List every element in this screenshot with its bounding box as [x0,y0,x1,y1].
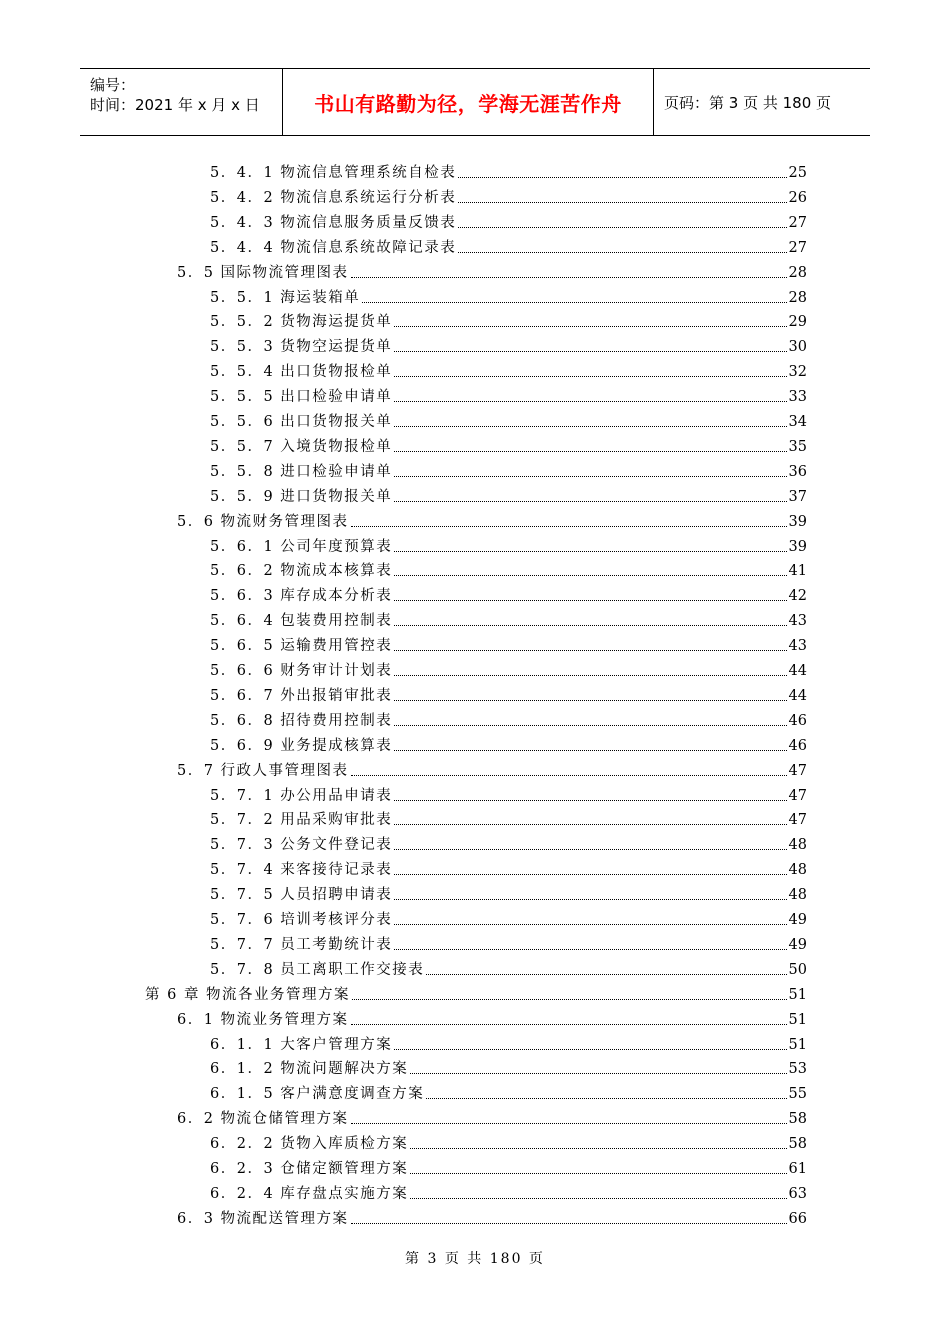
toc-dot-leader [394,725,786,726]
toc-entry-title: 6．2．4 库存盘点实施方案 [210,1185,409,1202]
toc-entry[interactable] [210,607,807,631]
toc-dot-leader [458,227,786,228]
toc-dot-leader [394,551,786,552]
toc-entry-title: 5．6．6 财务审计计划表 [210,663,393,679]
toc-entry-page: 26 [788,189,807,206]
toc-entry[interactable] [210,433,807,457]
toc-entry[interactable] [210,1130,807,1154]
toc-dot-leader [394,625,786,626]
toc-entry-title: 5．5．4 出口货物报检单 [210,364,393,381]
toc-entry[interactable] [210,209,807,233]
toc-entry-title: 5．7．1 办公用品申请表 [210,787,393,804]
toc-entry-title: 5．6．5 运输费用管控表 [210,638,393,655]
toc-dot-leader [351,277,787,278]
toc-entry-title: 5．4．3 物流信息服务质量反馈表 [210,214,457,231]
toc-entry[interactable] [177,1006,807,1030]
toc-entry-title: 5．7．7 员工考勤统计表 [210,936,393,953]
toc-entry-page: 51 [788,1011,807,1028]
toc-entry[interactable] [210,483,807,507]
toc-entry[interactable] [210,1155,807,1179]
toc-dot-leader [351,1024,787,1025]
toc-dot-leader [410,1148,786,1149]
toc-entry-page: 30 [788,339,807,356]
toc-entry[interactable] [210,682,807,706]
toc-entry-page: 46 [788,712,807,729]
toc-entry[interactable] [210,383,807,407]
toc-entry-page: 47 [788,762,807,779]
toc-dot-leader [458,252,786,253]
id-label: 编号： [90,76,136,94]
toc-entry[interactable] [210,831,807,855]
toc-entry[interactable] [145,981,807,1005]
toc-entry[interactable] [210,732,807,756]
toc-entry-page: 43 [788,638,807,655]
toc-entry-title: 5．5．6 出口货物报关单 [210,414,393,430]
toc-dot-leader [394,700,786,701]
toc-entry[interactable] [210,1080,807,1104]
toc-entry-title: 5．5．9 进口货物报关单 [210,488,393,505]
toc-entry-page: 25 [788,165,807,181]
toc-dot-leader [394,600,786,601]
toc-entry-title: 第 6 章 物流各业务管理方案 [145,986,351,1003]
toc-entry-title: 5．7．6 培训考核评分表 [210,912,393,928]
toc-entry[interactable] [210,184,807,208]
toc-entry-page: 43 [788,613,807,630]
toc-entry[interactable] [210,707,807,731]
toc-entry-title: 6．1．5 客户满意度调查方案 [210,1086,425,1103]
toc-entry[interactable] [177,259,807,283]
toc-entry-title: 5．5．5 出口检验申请单 [210,389,393,406]
toc-entry-title: 5．7 行政人事管理图表 [177,762,349,779]
toc-entry-page: 28 [788,264,807,281]
toc-entry-title: 6．1．2 物流问题解决方案 [210,1061,409,1078]
toc-entry-page: 34 [788,414,807,430]
toc-entry-page: 55 [788,1086,807,1103]
toc-entry[interactable] [210,956,807,980]
toc-dot-leader [394,924,786,925]
header-motto [282,69,654,135]
toc-dot-leader [394,899,786,900]
toc-entry-page: 63 [788,1185,807,1202]
toc-dot-leader [426,1098,786,1099]
toc-entry-page: 29 [788,314,807,331]
toc-entry[interactable] [210,358,807,382]
header-meta [80,69,282,135]
toc-entry-page: 47 [788,812,807,829]
toc-dot-leader [351,1123,787,1124]
toc-entry-title: 5．4．4 物流信息系统故障记录表 [210,239,457,256]
toc-entry-title: 6．2．2 货物入库质检方案 [210,1136,409,1153]
toc-entry[interactable] [210,582,807,606]
toc-entry-page: 49 [788,936,807,953]
toc-entry-page: 33 [788,389,807,406]
toc-entry-title: 5．6．9 业务提成核算表 [210,737,393,754]
toc-entry-title: 5．6．4 包装费用控制表 [210,613,393,630]
toc-entry-page: 58 [788,1136,807,1153]
page-info-text: 页码：第 3 页 共 180 页 [664,93,832,112]
toc-entry[interactable] [210,1055,807,1079]
toc-entry-title: 5．5．1 海运装箱单 [210,289,361,306]
toc-entry-page: 37 [788,488,807,505]
toc-entry-title: 5．6．3 库存成本分析表 [210,588,393,605]
page-footer: 第 3 页 共 180 页 [405,1251,545,1267]
toc-entry-title: 6．3 物流配送管理方案 [177,1210,349,1227]
toc-dot-leader [458,177,786,178]
toc-entry-page: 39 [788,538,807,555]
toc-entry-title: 6．1．1 大客户管理方案 [210,1036,393,1053]
toc-entry-page: 49 [788,912,807,928]
toc-entry-page: 32 [788,364,807,381]
toc-entry[interactable] [210,284,807,308]
toc-dot-leader [394,824,786,825]
toc-entry-page: 39 [788,513,807,530]
toc-entry[interactable] [177,508,807,532]
toc-entry-title: 5．7．5 人员招聘申请表 [210,887,393,904]
toc-entry[interactable] [210,308,807,332]
toc-dot-leader [394,650,786,651]
toc-entry-title: 5．7．4 来客接待记录表 [210,862,393,879]
toc-entry[interactable] [210,632,807,656]
toc-entry-title: 6．2．3 仓储定额管理方案 [210,1161,409,1177]
toc-entry-title: 5．5 国际物流管理图表 [177,264,349,281]
toc-entry-page: 66 [788,1210,807,1227]
toc-entry-page: 42 [788,588,807,605]
toc-entry[interactable] [177,757,807,781]
toc-entry-page: 46 [788,737,807,754]
toc-entry[interactable] [210,408,807,432]
toc-dot-leader [394,501,786,502]
toc-entry[interactable] [210,533,807,557]
toc-entry[interactable] [210,1031,807,1055]
toc-dot-leader [394,476,786,477]
toc-entry[interactable] [210,458,807,482]
toc-dot-leader [394,874,786,875]
toc-entry-page: 35 [788,438,807,455]
toc-entry-page: 58 [788,1111,807,1128]
toc-entry[interactable] [210,159,807,183]
toc-entry-page: 48 [788,862,807,879]
toc-dot-leader [458,202,786,203]
toc-entry[interactable] [210,881,807,905]
toc-entry-page: 61 [788,1161,807,1177]
toc-entry-page: 41 [788,563,807,580]
toc-entry[interactable] [177,1105,807,1129]
toc-entry-page: 50 [788,961,807,978]
toc-entry[interactable] [177,1205,807,1229]
toc-entry[interactable] [210,931,807,955]
toc-dot-leader [351,775,787,776]
toc-entry-title: 5．6．7 外出报销审批表 [210,687,393,704]
toc-entry-page: 51 [788,1036,807,1053]
toc-dot-leader [394,376,786,377]
motto-text: 书山有路勤为径，学海无涯苦作舟 [314,91,622,116]
toc-entry-page: 27 [788,214,807,231]
toc-entry[interactable] [210,906,807,930]
toc-entry-title: 5．5．8 进口检验申请单 [210,463,393,480]
toc-dot-leader [426,974,786,975]
toc-dot-leader [394,575,786,576]
toc-entry[interactable] [210,806,807,830]
toc-dot-leader [394,1049,786,1050]
toc-dot-leader [394,849,786,850]
toc-entry[interactable] [210,856,807,880]
toc-entry-title: 5．7．3 公务文件登记表 [210,837,393,854]
toc-entry-title: 5．6．8 招待费用控制表 [210,712,393,729]
toc-entry-page: 53 [788,1061,807,1078]
page-header [80,68,870,136]
toc-entry-title: 5．4．2 物流信息系统运行分析表 [210,189,457,206]
toc-entry-title: 6．1 物流业务管理方案 [177,1011,349,1028]
toc-entry-title: 5．7．2 用品采购审批表 [210,812,393,829]
toc-entry[interactable] [210,557,807,581]
toc-entry-title: 5．7．8 员工离职工作交接表 [210,961,425,978]
toc-entry-title: 5．5．7 入境货物报检单 [210,438,393,455]
toc-dot-leader [351,526,787,527]
toc-entry[interactable] [210,234,807,258]
toc-dot-leader [362,302,786,303]
toc-dot-leader [351,1223,787,1224]
toc-entry[interactable] [210,782,807,806]
toc-dot-leader [394,326,786,327]
toc-dot-leader [410,1173,786,1174]
toc-dot-leader [394,675,786,676]
toc-dot-leader [394,451,786,452]
header-page-info [654,69,870,135]
toc-entry-title: 5．6．1 公司年度预算表 [210,538,393,555]
toc-dot-leader [410,1073,786,1074]
toc-entry-page: 27 [788,239,807,256]
toc-entry-title: 5．5．2 货物海运提货单 [210,314,393,331]
toc-entry[interactable] [210,333,807,357]
toc-dot-leader [394,401,786,402]
toc-entry-title: 5．6 物流财务管理图表 [177,513,349,530]
toc-entry-page: 48 [788,837,807,854]
toc-entry-page: 44 [788,663,807,679]
toc-entry-title: 5．5．3 货物空运提货单 [210,339,393,356]
toc-dot-leader [352,999,786,1000]
time-label: 时间：2021 年 x 月 x 日 [90,96,260,114]
toc-entry-title: 5．6．2 物流成本核算表 [210,563,393,580]
toc-dot-leader [394,750,786,751]
toc-entry-page: 36 [788,463,807,480]
toc-entry-page: 47 [788,787,807,804]
toc-dot-leader [394,800,786,801]
toc-dot-leader [394,426,786,427]
toc-entry-title: 5．4．1 物流信息管理系统自检表 [210,165,457,181]
toc-entry-page: 48 [788,887,807,904]
toc-entry[interactable] [210,657,807,681]
toc-dot-leader [394,351,786,352]
toc-dot-leader [394,949,786,950]
toc-entry-page: 28 [788,289,807,306]
toc-entry-page: 51 [788,986,807,1003]
toc-dot-leader [410,1198,786,1199]
toc-entry-title: 6．2 物流仓储管理方案 [177,1111,349,1128]
toc-entry-page: 44 [788,687,807,704]
toc-entry[interactable] [210,1180,807,1204]
